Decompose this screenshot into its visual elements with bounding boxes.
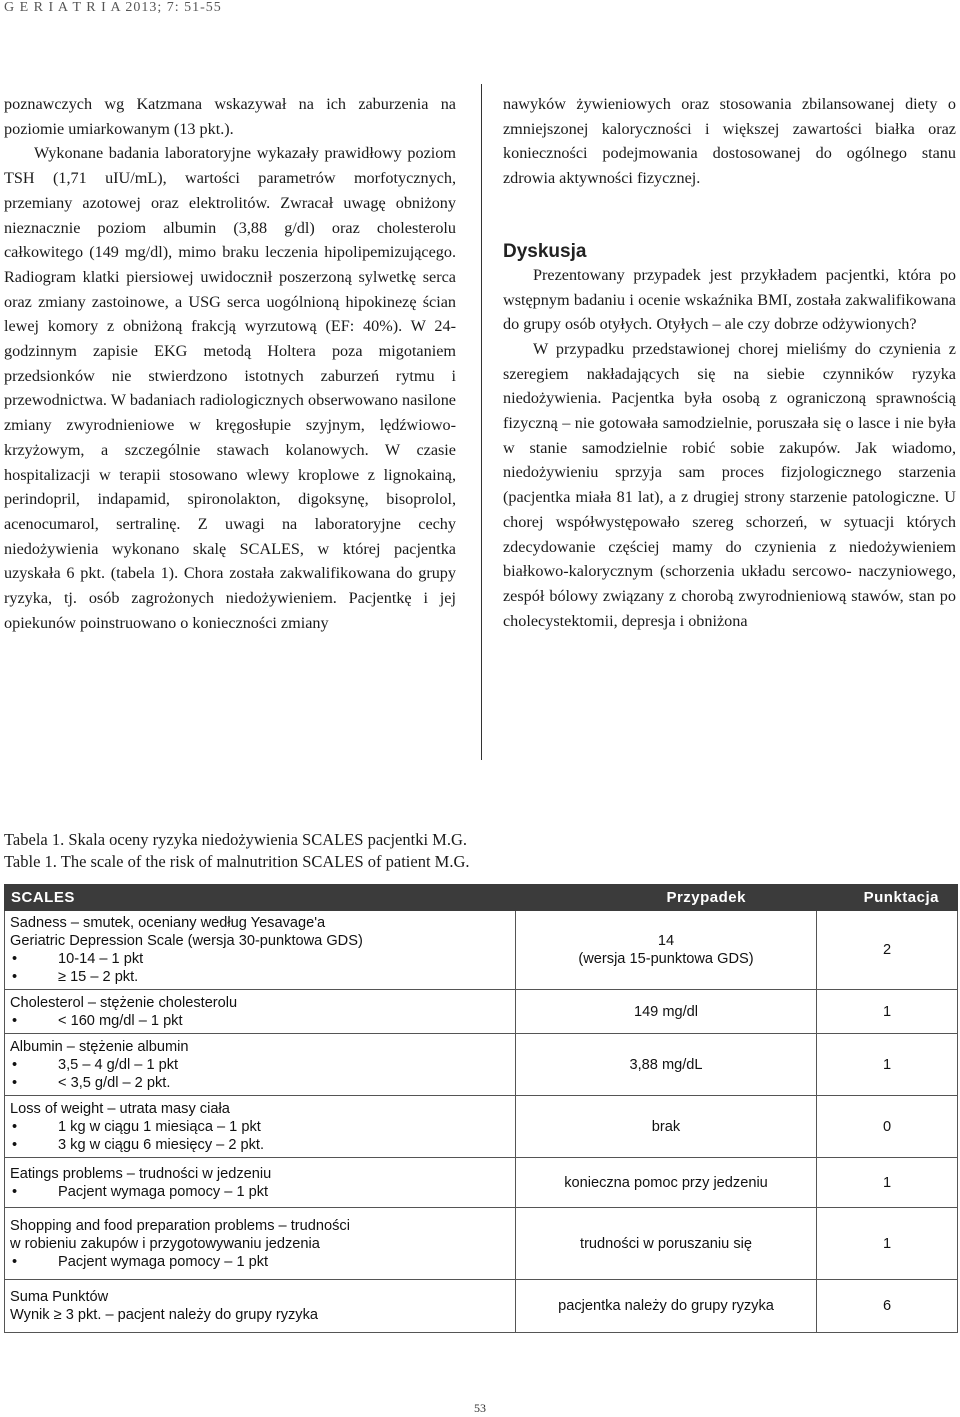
- case-line: pacjentka należy do grupy ryzyka: [558, 1298, 774, 1314]
- section-heading-dyskusja: Dyskusja: [503, 240, 587, 262]
- running-header: G E R I A T R I A 2013; 7: 51-55: [4, 0, 222, 15]
- discussion-paragraph-2: W przypadku przedstawionej chorej mieliśmy do czynienia z szeregiem nakładających się na siebie czynników ryzyka niedożywienia. Pacjentka była osobą z ograniczoną sprawnością fizyczną – nie gotowała samodzielnie, poruszała się o lasce i nie była w stanie samodzielnie robić sobie zakupów. Jak wiadomo, niedożywieniu sprzyja sam proces fizjologicznego starzenia (pacjentka miała 81 lat), a z drugiej strony starzenie patologiczne. U chorej współwystępowało szereg schorzeń, w sytuacji których zdecydowanie częściej mamy do czynienia z niedożywieniem białkowo-kalorycznym (schorzenia układu sercowo- naczyniowego, zespół bólowy związany z chorobą zwyrodnieniową stawów, stan po cholecystektomii, depresja i obniżona: [503, 339, 956, 630]
- criterion-item: • Pacjent wymaga pomocy – 1 pkt: [10, 1183, 510, 1201]
- criterion-item: • Pacjent wymaga pomocy – 1 pkt: [10, 1253, 510, 1271]
- column-divider: [481, 84, 482, 760]
- criterion-line: w robieniu zakupów i przygotowywaniu jedzenia: [10, 1235, 320, 1252]
- points-cell: 2: [817, 911, 958, 990]
- discussion-paragraph-1: Prezentowany przypadek jest przykładem pacjentki, która po wstępnym badaniu i ocenie wskaźnika BMI, została zakwalifikowana do grupy osób otyłych. Otyłych – ale czy dobrze odżywionych?: [503, 265, 956, 334]
- criterion-cell: [5, 990, 516, 1034]
- table-header-row: [5, 885, 958, 911]
- case-cell: [516, 1208, 817, 1280]
- right-paragraph-top: nawyków żywieniowych oraz stosowania zbilansowanej diety o zmniejszonej kaloryczności i większej zawartości białka oraz konieczności podejmowania dostosowanej do ogólnego stanu zdrowia aktywności fizycznej.: [503, 95, 956, 188]
- header-case: Przypadek: [516, 885, 817, 911]
- criterion-item: • 10-14 – 1 pkt: [10, 950, 510, 968]
- table-caption-pl: Tabela 1. Skala oceny ryzyka niedożywienia SCALES pacjentki M.G.: [4, 830, 468, 849]
- criterion-item: • 3 kg w ciągu 6 miesięcy – 2 pkt.: [10, 1136, 510, 1154]
- case-cell: [516, 1034, 817, 1096]
- case-line: 3,88 mg/dL: [629, 1056, 703, 1073]
- criterion-item: • 3,5 – 4 g/dl – 1 pkt: [10, 1056, 510, 1074]
- case-cell: [516, 990, 817, 1034]
- right-column: [503, 92, 956, 633]
- points-cell: 1: [817, 1034, 958, 1096]
- criterion-line: Geriatric Depression Scale (wersja 30-punktowa GDS): [10, 933, 363, 949]
- points-cell: 1: [817, 990, 958, 1034]
- case-cell: [516, 1158, 817, 1208]
- header-points: Punktacja: [817, 885, 958, 911]
- points-cell: 6: [817, 1280, 958, 1333]
- criterion-item: • ≥ 15 – 2 pkt.: [10, 968, 510, 986]
- table-row: [5, 1280, 958, 1333]
- case-cell: [516, 1096, 817, 1158]
- points-cell: 1: [817, 1158, 958, 1208]
- table-captions: [4, 829, 470, 873]
- case-line: brak: [651, 1118, 681, 1135]
- table-row: [5, 911, 958, 990]
- table-row: [5, 990, 958, 1034]
- scales-table: [4, 884, 958, 1333]
- table-row: [5, 1158, 958, 1208]
- criterion-line: Albumin – stężenie albumin: [10, 1038, 189, 1055]
- criterion-item: • < 3,5 g/dl – 2 pkt.: [10, 1074, 510, 1092]
- case-line: 14: [657, 933, 675, 949]
- criterion-line: Sadness – smutek, oceniany według Yesavage'a: [10, 915, 326, 931]
- criterion-line: Cholesterol – stężenie cholesterolu: [10, 994, 238, 1011]
- points-cell: 0: [817, 1096, 958, 1158]
- table-row: [5, 1096, 958, 1158]
- criterion-line: Eatings problems – trudności w jedzeniu: [10, 1165, 272, 1182]
- criterion-cell: [5, 1034, 516, 1096]
- criterion-line: Shopping and food preparation problems – trudności: [10, 1217, 350, 1234]
- case-cell: [516, 1280, 817, 1333]
- criterion-item: • 1 kg w ciągu 1 miesiąca – 1 pkt: [10, 1118, 510, 1136]
- header-scales: SCALES: [5, 885, 516, 911]
- left-column: [4, 92, 456, 635]
- case-line: trudności w poruszaniu się: [580, 1235, 752, 1252]
- criterion-line: Suma Punktów: [10, 1289, 109, 1305]
- criterion-cell: [5, 1158, 516, 1208]
- page-number: 53: [474, 1401, 486, 1415]
- criterion-line: Wynik ≥ 3 pkt. – pacjent należy do grupy ryzyka: [10, 1307, 319, 1323]
- points-cell: 1: [817, 1208, 958, 1280]
- left-paragraph-1: poznawczych wg Katzmana wskazywał na ich zaburzenia na poziomie umiarkowanym (13 pkt.).: [4, 95, 456, 138]
- case-line: (wersja 15-punktowa GDS): [578, 951, 754, 967]
- table-row: [5, 1208, 958, 1280]
- case-line: 149 mg/dl: [633, 1003, 699, 1020]
- criterion-cell: [5, 911, 516, 990]
- criterion-cell: [5, 1208, 516, 1280]
- table-caption-en: Table 1. The scale of the risk of malnutrition SCALES of patient M.G.: [4, 852, 470, 871]
- criterion-cell: [5, 1280, 516, 1333]
- criterion-item: • < 160 mg/dl – 1 pkt: [10, 1012, 510, 1030]
- table-row: [5, 1034, 958, 1096]
- case-line: konieczna pomoc przy jedzeniu: [564, 1174, 768, 1191]
- case-cell: [516, 911, 817, 990]
- criterion-cell: [5, 1096, 516, 1158]
- criterion-line: Loss of weight – utrata masy ciała: [10, 1100, 230, 1117]
- left-paragraph-2: Wykonane badania laboratoryjne wykazały prawidłowy poziom TSH (1,71 uIU/mL), wartości parametrów morfotycznych, przemiany azotowej oraz elektrolitów. Zwracał uwagę obniżony nieznacznie poziom albumin (3,88 g/dl) oraz cholesterolu całkowitego (149 mg/dl), mimo braku leczenia hipolipemizującego. Radiogram klatki piersiowej uwidocznił poszerzoną sylwetkę serca oraz zmiany zastoinowe, a USG serca uogólnioną hipokinezę ścian lewej komory z obniżoną frakcją wyrzutową (EF: 40%). W 24-godzinnym zapisie EKG metodą Holtera poza migotaniem przedsionków nie stwierdzono istotnych zaburzeń rytmu i przewodnictwa. W badaniach radiologicznych obserwowano nasilone zmiany zwyrodnieniowe w kręgosłupie szyjnym, lędźwiowo-krzyżowym, a szczególnie stawach kolanowych. W czasie hospitalizacji w terapii stosowano wlewy kroplowe z lignokainą, perindopril, indapamid, spironolakton, digoksynę, bisoprolol, acenocumarol, sertralinę. Z uwagi na laboratoryjne cechy niedożywienia wykonano skalę SCALES, w której pacjentka uzyskała 6 pkt. (tabela 1). Chora została zakwalifikowana do grupy ryzyka, tj. osób zagrożonych niedożywieniem. Pacjentkę i jej opiekunów poinstruowano o konieczności zmiany: [4, 144, 456, 632]
